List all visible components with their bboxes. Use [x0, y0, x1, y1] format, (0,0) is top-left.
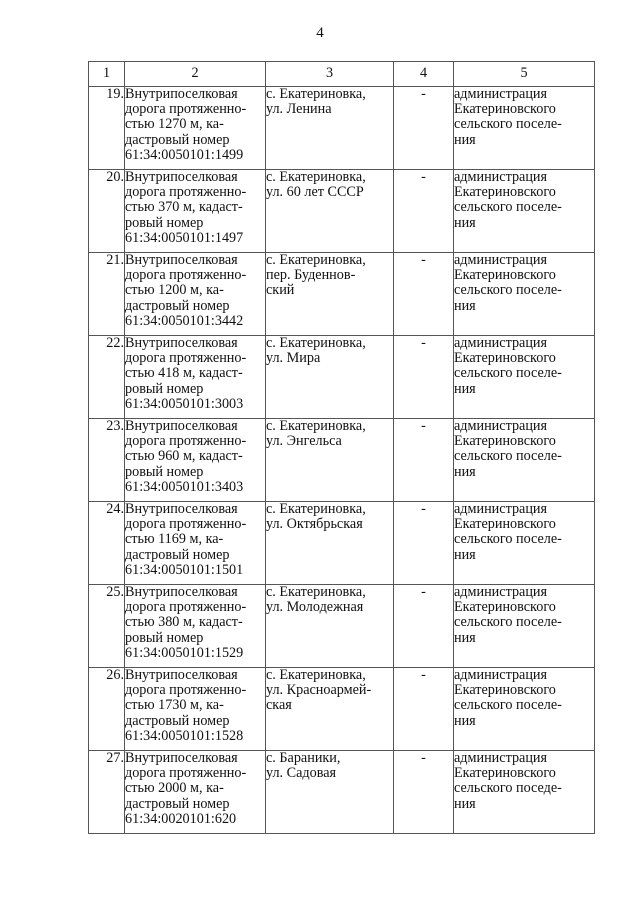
- owner-line: ния: [454, 214, 476, 231]
- object-name-line: стью 1169 м, ка-: [125, 531, 224, 548]
- header-col-3: 3: [266, 62, 394, 87]
- owner-line: Екатериновского: [454, 433, 556, 450]
- object-name-line: дастровый номер: [125, 712, 230, 729]
- owner-line: сельского поселе-: [454, 199, 562, 216]
- address-cell: [266, 585, 394, 668]
- page-number: 4: [316, 25, 324, 41]
- address-line: ул. Красноармей-: [266, 682, 372, 699]
- object-name-line: Внутрипоселковая: [125, 667, 238, 683]
- object-name-line: дастровый номер: [125, 546, 230, 563]
- object-name-line: дорога протяженно-: [125, 765, 247, 782]
- object-name-line: стью 2000 м, ка-: [125, 780, 224, 797]
- address-line: ул. Мира: [266, 350, 321, 367]
- owner-line: сельского поселе-: [454, 365, 562, 382]
- object-name-cell: [125, 751, 266, 834]
- object-name-line: стью 1200 м, ка-: [125, 282, 224, 299]
- address-line: ул. Энгельса: [266, 433, 342, 450]
- table-row: [89, 668, 595, 751]
- address-line: ская: [266, 697, 292, 714]
- table-header-row: [89, 62, 595, 87]
- object-name-line: 61:34:0050101:1501: [125, 561, 244, 578]
- col4-value: -: [394, 668, 454, 751]
- object-name-line: дорога протяженно-: [125, 433, 247, 450]
- object-name-line: Внутрипоселковая: [125, 584, 238, 600]
- owner-line: ния: [454, 795, 476, 812]
- address-line: с. Екатериновка,: [266, 252, 366, 268]
- address-line: ул. 60 лет СССР: [266, 184, 364, 201]
- address-line: ул. Садовая: [266, 765, 337, 782]
- address-line: с. Екатериновка,: [266, 501, 366, 517]
- owner-line: ния: [454, 463, 476, 480]
- owner-line: администрация: [454, 335, 548, 351]
- object-name-line: Внутрипоселковая: [125, 86, 238, 102]
- object-name-line: 61:34:0050101:1499: [125, 146, 244, 163]
- object-name-line: 61:34:0050101:1528: [125, 727, 244, 744]
- object-name-cell: [125, 419, 266, 502]
- object-name-line: Внутрипоселковая: [125, 169, 238, 185]
- owner-line: Екатериновского: [454, 765, 556, 782]
- owner-line: администрация: [454, 584, 548, 600]
- object-name-line: Внутрипоселковая: [125, 252, 238, 268]
- owner-line: ния: [454, 380, 476, 397]
- object-name-line: стью 380 м, кадаст-: [125, 614, 243, 631]
- table-row: [89, 585, 595, 668]
- owner-line: Екатериновского: [454, 101, 556, 118]
- row-number: 25.: [89, 585, 125, 668]
- object-name-line: ровый номер: [125, 214, 204, 231]
- owner-line: администрация: [454, 501, 548, 517]
- address-line: с. Бараники,: [266, 750, 341, 766]
- address-line: с. Екатериновка,: [266, 335, 366, 351]
- address-cell: [266, 419, 394, 502]
- owner-line: ния: [454, 546, 476, 563]
- row-number: 20.: [89, 170, 125, 253]
- object-name-cell: [125, 336, 266, 419]
- owner-line: Екатериновского: [454, 516, 556, 533]
- owner-line: Екатериновского: [454, 184, 556, 201]
- owner-cell: [454, 170, 595, 253]
- owner-line: сельского поселе-: [454, 116, 562, 133]
- object-name-cell: [125, 502, 266, 585]
- address-line: ул. Молодежная: [266, 599, 364, 616]
- owner-line: сельского поселе-: [454, 448, 562, 465]
- address-cell: [266, 336, 394, 419]
- object-name-line: дастровый номер: [125, 297, 230, 314]
- table-row: [89, 87, 595, 170]
- object-name-line: стью 370 м, кадаст-: [125, 199, 243, 216]
- col4-value: -: [394, 419, 454, 502]
- col4-value: -: [394, 336, 454, 419]
- address-line: с. Екатериновка,: [266, 169, 366, 185]
- address-line: с. Екатериновка,: [266, 667, 366, 683]
- table-row: [89, 336, 595, 419]
- owner-cell: [454, 253, 595, 336]
- row-number: 21.: [89, 253, 125, 336]
- object-name-line: стью 960 м, кадаст-: [125, 448, 243, 465]
- address-cell: [266, 170, 394, 253]
- object-name-line: стью 1270 м, ка-: [125, 116, 224, 133]
- header-col-4: 4: [394, 62, 454, 87]
- object-name-cell: [125, 170, 266, 253]
- owner-line: сельского поселе-: [454, 282, 562, 299]
- owner-cell: [454, 585, 595, 668]
- object-name-line: Внутрипоселковая: [125, 418, 238, 434]
- object-name-cell: [125, 585, 266, 668]
- owner-line: сельского поседе-: [454, 780, 562, 797]
- owner-cell: [454, 419, 595, 502]
- owner-line: администрация: [454, 750, 548, 766]
- object-name-line: стью 418 м, кадаст-: [125, 365, 243, 382]
- object-name-line: 61:34:0020101:620: [125, 810, 237, 827]
- object-name-line: дорога протяженно-: [125, 267, 247, 284]
- object-name-line: ровый номер: [125, 380, 204, 397]
- object-name-line: дорога протяженно-: [125, 599, 247, 616]
- owner-line: администрация: [454, 667, 548, 683]
- table-row: [89, 751, 595, 834]
- object-name-line: дорога протяженно-: [125, 184, 247, 201]
- object-name-line: 61:34:0050101:1529: [125, 644, 244, 661]
- owner-line: ния: [454, 297, 476, 314]
- col4-value: -: [394, 585, 454, 668]
- col4-value: -: [394, 170, 454, 253]
- owner-line: Екатериновского: [454, 599, 556, 616]
- object-name-line: дорога протяженно-: [125, 350, 247, 367]
- owner-line: администрация: [454, 169, 548, 185]
- object-name-line: 61:34:0050101:1497: [125, 229, 244, 246]
- table-row: [89, 419, 595, 502]
- object-name-cell: [125, 668, 266, 751]
- col4-value: -: [394, 253, 454, 336]
- row-number: 19.: [89, 87, 125, 170]
- address-cell: [266, 253, 394, 336]
- table-body: [89, 87, 595, 834]
- object-name-line: дастровый номер: [125, 795, 230, 812]
- header-col-2: 2: [125, 62, 266, 87]
- owner-line: ния: [454, 712, 476, 729]
- owner-line: ния: [454, 629, 476, 646]
- object-name-line: дорога протяженно-: [125, 101, 247, 118]
- col4-value: -: [394, 502, 454, 585]
- address-line: ский: [266, 282, 295, 299]
- table-row: [89, 253, 595, 336]
- address-cell: [266, 502, 394, 585]
- owner-cell: [454, 668, 595, 751]
- object-name-line: 61:34:0050101:3003: [125, 395, 244, 412]
- roads-registry-table: [88, 61, 595, 834]
- object-name-line: стью 1730 м, ка-: [125, 697, 224, 714]
- object-name-cell: [125, 87, 266, 170]
- row-number: 22.: [89, 336, 125, 419]
- owner-line: сельского поселе-: [454, 697, 562, 714]
- address-line: ул. Октябрьская: [266, 516, 363, 533]
- table-row: [89, 502, 595, 585]
- owner-line: сельского поселе-: [454, 531, 562, 548]
- row-number: 27.: [89, 751, 125, 834]
- row-number: 23.: [89, 419, 125, 502]
- object-name-line: дастровый номер: [125, 131, 230, 148]
- address-cell: [266, 668, 394, 751]
- object-name-line: дорога протяженно-: [125, 516, 247, 533]
- address-line: с. Екатериновка,: [266, 418, 366, 434]
- object-name-line: 61:34:0050101:3403: [125, 478, 244, 495]
- object-name-line: Внутрипоселковая: [125, 335, 238, 351]
- owner-cell: [454, 336, 595, 419]
- owner-line: Екатериновского: [454, 682, 556, 699]
- row-number: 24.: [89, 502, 125, 585]
- object-name-line: ровый номер: [125, 629, 204, 646]
- owner-line: Екатериновского: [454, 267, 556, 284]
- col4-value: -: [394, 751, 454, 834]
- header-col-5: 5: [454, 62, 595, 87]
- address-cell: [266, 751, 394, 834]
- owner-line: ния: [454, 131, 476, 148]
- address-cell: [266, 87, 394, 170]
- address-line: с. Екатериновка,: [266, 86, 366, 102]
- object-name-line: Внутрипоселковая: [125, 501, 238, 517]
- owner-line: администрация: [454, 252, 548, 268]
- address-line: ул. Ленина: [266, 101, 332, 118]
- col4-value: -: [394, 87, 454, 170]
- owner-cell: [454, 87, 595, 170]
- object-name-line: ровый номер: [125, 463, 204, 480]
- object-name-line: дорога протяженно-: [125, 682, 247, 699]
- object-name-cell: [125, 253, 266, 336]
- object-name-line: 61:34:0050101:3442: [125, 312, 244, 329]
- owner-line: Екатериновского: [454, 350, 556, 367]
- owner-line: сельского поселе-: [454, 614, 562, 631]
- owner-line: администрация: [454, 86, 548, 102]
- owner-cell: [454, 751, 595, 834]
- row-number: 26.: [89, 668, 125, 751]
- object-name-line: Внутрипоселковая: [125, 750, 238, 766]
- table-row: [89, 170, 595, 253]
- address-line: пер. Буденнов-: [266, 267, 356, 284]
- header-col-1: 1: [89, 62, 125, 87]
- address-line: с. Екатериновка,: [266, 584, 366, 600]
- owner-cell: [454, 502, 595, 585]
- owner-line: администрация: [454, 418, 548, 434]
